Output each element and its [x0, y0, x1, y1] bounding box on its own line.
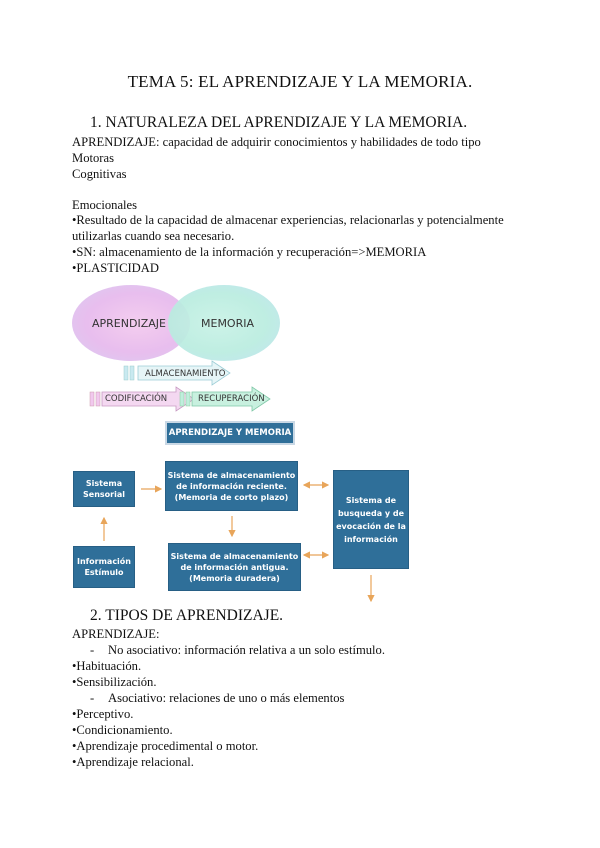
text-line: •SN: almacenamiento de la información y recuperación=>MEMORIA — [72, 245, 427, 259]
text-line: •PLASTICIDAD — [72, 261, 159, 275]
text-line: APRENDIZAJE: — [72, 627, 160, 641]
section-2-heading: 2. TIPOS DE APRENDIZAJE. — [90, 607, 284, 624]
recall-arrow-label: RECUPERACIÓN — [198, 394, 265, 404]
text-line: Emocionales — [72, 198, 138, 212]
text-line: •Aprendizaje procedimental o motor. — [72, 739, 259, 753]
page-title: TEMA 5: EL APRENDIZAJE Y LA MEMORIA. — [127, 72, 473, 91]
box-sensory-system: Sistema Sensorial — [73, 471, 135, 507]
text-line: •Sensibilización. — [72, 675, 157, 689]
list-dash: - — [90, 643, 95, 657]
text-line: Asociativo: relaciones de uno o más elementos — [108, 691, 345, 705]
text-line: •Habituación. — [72, 659, 142, 673]
box-information-stimulus: Información Estímulo — [73, 546, 135, 588]
venn-memory-label: MEMORIA — [201, 317, 255, 330]
text-line: •Resultado de la capacidad de almacenar experiencias, relacionarlas y potencialmente — [72, 213, 504, 227]
text-line: APRENDIZAJE: capacidad de adquirir conocimientos y habilidades de todo tipo — [72, 135, 481, 149]
text-line: •Perceptivo. — [72, 707, 134, 721]
box-search-system: Sistema de busqueda y de evocación de la información — [333, 470, 409, 569]
text-line: Motoras — [72, 151, 114, 165]
text-line: No asociativo: información relativa a un solo estímulo. — [108, 643, 385, 657]
coding-arrow-label: CODIFICACIÓN — [105, 394, 168, 404]
text-line: •Aprendizaje relacional. — [72, 755, 194, 769]
diagram-heading-box: APRENDIZAJE Y MEMORIA — [165, 421, 295, 445]
text-line: •Condicionamiento. — [72, 723, 173, 737]
section-1-heading: 1. NATURALEZA DEL APRENDIZAJE Y LA MEMORIA. — [90, 114, 468, 131]
text-line: Cognitivas — [72, 167, 127, 181]
box-short-term-memory: Sistema de almacenamiento de información reciente. (Memoria de corto plazo) — [165, 461, 298, 511]
venn-learning-label: APRENDIZAJE — [92, 317, 166, 330]
box-long-term-memory: Sistema de almacenamiento de información antigua. (Memoria duradera) — [168, 543, 301, 591]
storage-arrow-label: ALMACENAMIENTO — [145, 369, 226, 379]
text-line: utilizarlas cuando sea necesario. — [72, 229, 235, 243]
list-dash: - — [90, 691, 95, 705]
